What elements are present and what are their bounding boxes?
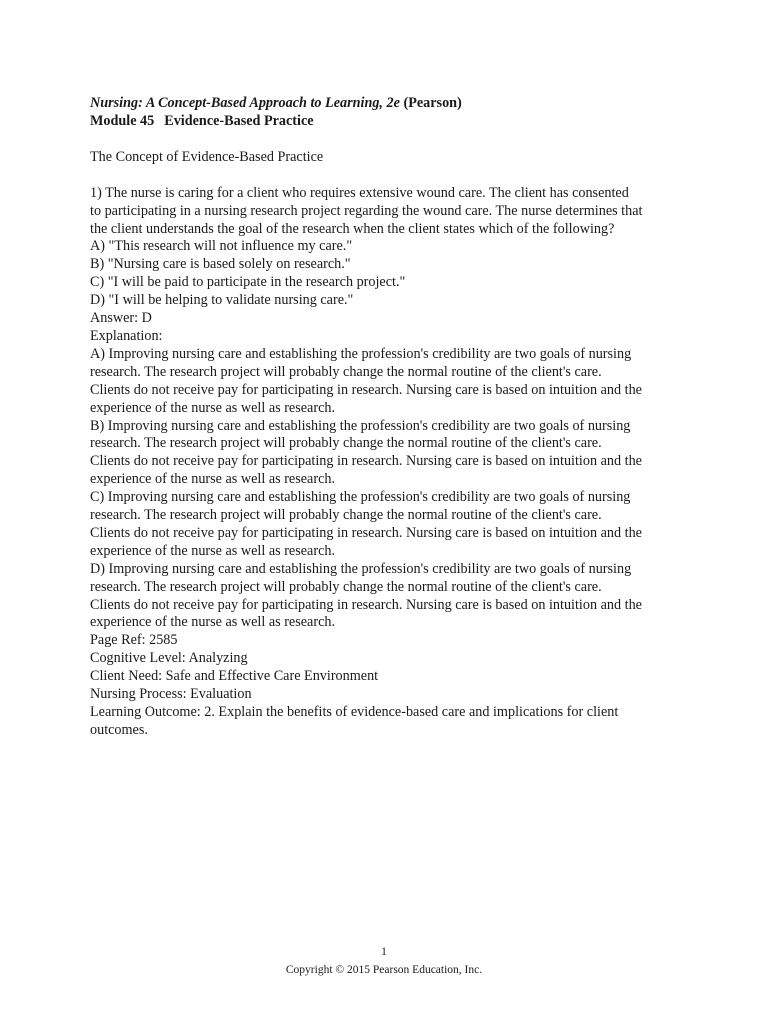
learning-outcome-line: outcomes.	[90, 721, 148, 738]
explanation-d-line: Clients do not receive pay for participating in research. Nursing care is based on intuition and the	[90, 596, 642, 613]
question-stem-line: to participating in a nursing research project regarding the wound care. The nurse determines that	[90, 202, 643, 219]
explanation-a-line: Clients do not receive pay for participating in research. Nursing care is based on intuition and the	[90, 381, 642, 398]
explanation-c-line: research. The research project will probably change the normal routine of the client's care.	[90, 507, 602, 524]
section-heading: The Concept of Evidence-Based Practice	[90, 148, 324, 165]
answer-option-d: D) "I will be helping to validate nursing care."	[90, 292, 354, 309]
book-title-line	[90, 95, 690, 113]
explanation-a-line: experience of the nurse as well as research.	[90, 399, 336, 416]
document-page	[90, 95, 690, 740]
explanation-a-line: research. The research project will probably change the normal routine of the client's care.	[90, 363, 602, 380]
page-ref: Page Ref: 2585	[90, 632, 178, 649]
question-stem-line: 1) The nurse is caring for a client who requires extensive wound care. The client has consented	[90, 184, 629, 201]
question-stem-line: the client understands the goal of the research when the client states which of the following?	[90, 220, 615, 237]
explanation-b-line: Clients do not receive pay for participating in research. Nursing care is based on intuition and the	[90, 453, 642, 470]
module-heading	[90, 113, 690, 131]
explanation-b-line: experience of the nurse as well as research.	[90, 471, 336, 488]
learning-outcome-line: Learning Outcome: 2. Explain the benefits of evidence-based care and implications for client	[90, 704, 619, 720]
publisher: (Pearson)	[403, 95, 462, 111]
explanation-a-line: A) Improving nursing care and establishing the profession's credibility are two goals of nursing	[90, 345, 632, 362]
explanation-c-line: experience of the nurse as well as research.	[90, 542, 336, 559]
explanation-b-line: B) Improving nursing care and establishing the profession's credibility are two goals of nursing	[90, 417, 631, 434]
answer-option-c: C) "I will be paid to participate in the research project."	[90, 274, 406, 291]
answer-option-b: B) "Nursing care is based solely on research."	[90, 256, 351, 273]
module-number: Module 45	[90, 112, 155, 129]
explanation-d-line: research. The research project will probably change the normal routine of the client's care.	[90, 578, 602, 595]
book-title: Nursing: A Concept-Based Approach to Learning, 2e	[90, 95, 400, 111]
question-block	[90, 185, 690, 740]
page-number: 1	[381, 946, 387, 958]
explanation-c-line: Clients do not receive pay for participating in research. Nursing care is based on intuition and the	[90, 524, 642, 541]
explanation-d-line: experience of the nurse as well as research.	[90, 614, 336, 631]
explanation-label: Explanation:	[90, 327, 163, 344]
explanation-d-line: D) Improving nursing care and establishing the profession's credibility are two goals of nursing	[90, 560, 632, 577]
explanation-c-line: C) Improving nursing care and establishing the profession's credibility are two goals of nursing	[90, 489, 631, 506]
copyright-notice: Copyright © 2015 Pearson Education, Inc.	[285, 964, 483, 976]
answer-option-a: A) "This research will not influence my care."	[90, 238, 353, 255]
explanation-b-line: research. The research project will probably change the normal routine of the client's care.	[90, 435, 602, 452]
module-title: Evidence-Based Practice	[164, 112, 314, 129]
nursing-process: Nursing Process: Evaluation	[90, 686, 252, 703]
client-need: Client Need: Safe and Effective Care Environment	[90, 668, 379, 685]
answer-key: Answer: D	[90, 310, 152, 327]
cognitive-level: Cognitive Level: Analyzing	[90, 650, 248, 667]
